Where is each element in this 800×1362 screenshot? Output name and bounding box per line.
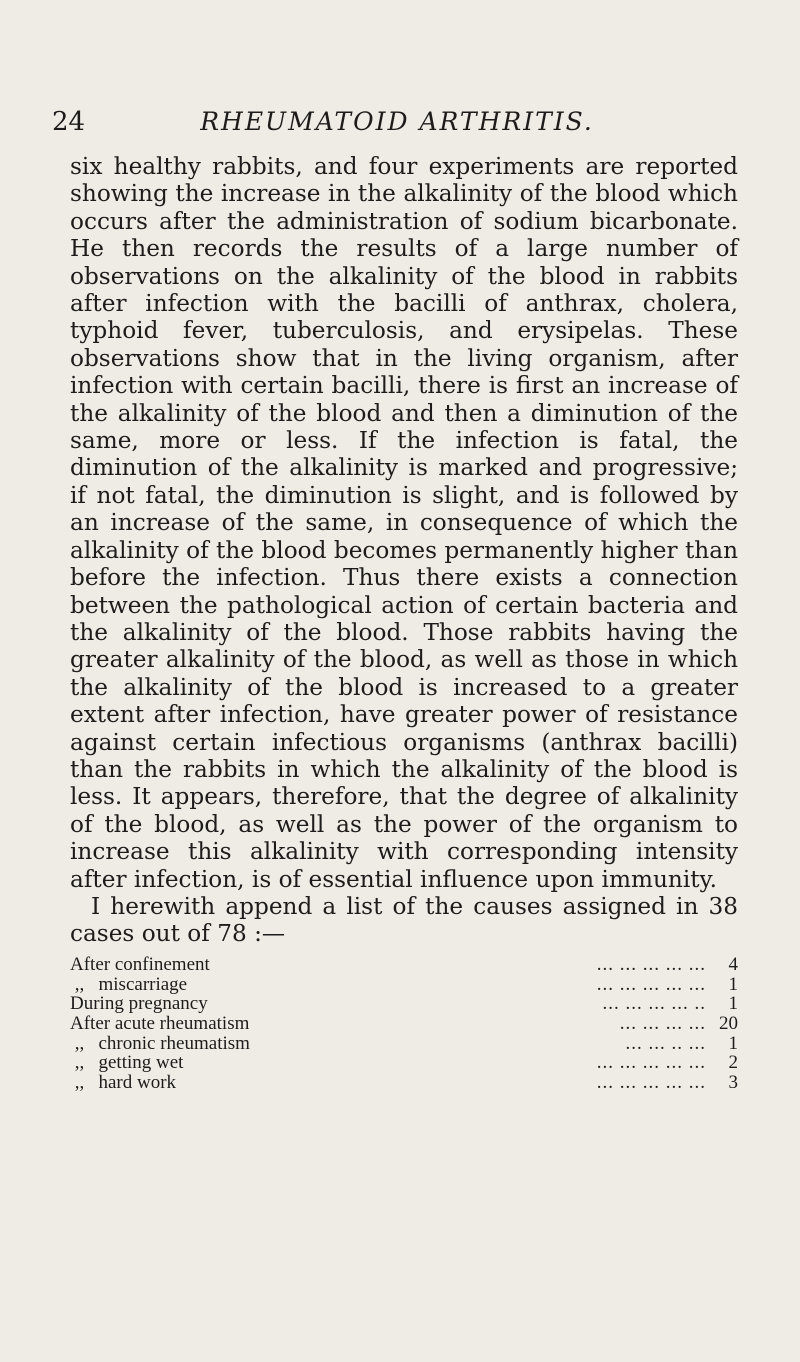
leader-dots: ... ... ... ... .. [602,994,706,1015]
cause-label: After acute rheumatism [70,1013,250,1035]
leader-dots: ... ... .. ... [625,1033,706,1054]
cause-row [70,1034,738,1054]
body-paragraph: six healthy rabbits, and four experiments are reported showing the increase in the alkalinity of the blood which occurs after the administration of sodium bicarbonate. He then records the results of a large number of observations on the alkalinity of the blood in rabbits after infection with the bacilli of anthrax, cholera, typhoid fever, tuberculosis, and erysipelas. These observations show that in the living organism, after infection with certain bacilli, there is first an increase of the alkalinity of the blood and then a diminution of the same, more or less. If the infection is fatal, the diminution of the alkalinity is marked and progressive; if not fatal, the diminution is slight, and is followed by an increase of the same, in consequence of which the alkalinity of the blood becomes permanently higher than before the infection. Thus there exists a connection between the pathological action of certain bacteria and the alkalinity of the blood. Those rabbits having the greater alkalinity of the blood, as well as those in which the alkalinity of the blood is increased to a greater extent after infection, have greater power of resistance against certain infectious organisms (anthrax bacilli) than the rabbits in which the alkalinity of the blood is less. It appears, therefore, that the degree of alkalinity of the blood, as well as the power of the organism to increase this alkalinity with corresponding intensity after infection, is of essential influence upon immunity. [70,153,738,893]
cause-count: 3 [728,1072,738,1094]
cause-label: ,, hard work [70,1072,177,1094]
cause-row [70,1073,738,1093]
cause-label: ,, chronic rheumatism [70,1032,250,1054]
cause-label: During pregnancy [70,993,208,1015]
cause-row [70,975,738,995]
cause-count: 2 [728,1052,738,1074]
cause-label: After confinement [70,954,210,975]
cause-count: 1 [728,973,738,995]
leader-dots: ... ... ... ... ... [596,955,706,975]
body-paragraph-list-intro: I herewith append a list of the causes assigned in 38 cases out of 78 :— [70,893,738,948]
cause-count: 1 [728,993,738,1015]
cause-row [70,1053,738,1073]
leader-dots: ... ... ... ... ... [596,1073,706,1093]
cause-label: ,, miscarriage [70,973,188,995]
leader-dots: ... ... ... ... ... [596,1053,706,1074]
cause-row [70,955,738,975]
cause-label: ,, getting wet [70,1052,184,1074]
running-title: RHEUMATOID ARTHRITIS. [200,107,594,136]
cause-count: 4 [728,954,738,975]
cause-row [70,1014,738,1034]
cause-count: 1 [728,1032,738,1054]
cause-row [70,994,738,1014]
leader-dots: ... ... ... ... ... [596,974,706,995]
cause-count: 20 [719,1013,738,1035]
leader-dots: ... ... ... ... [619,1014,706,1034]
page-number: 24 [52,107,86,137]
page-header [52,102,742,142]
causes-list [70,955,738,1093]
